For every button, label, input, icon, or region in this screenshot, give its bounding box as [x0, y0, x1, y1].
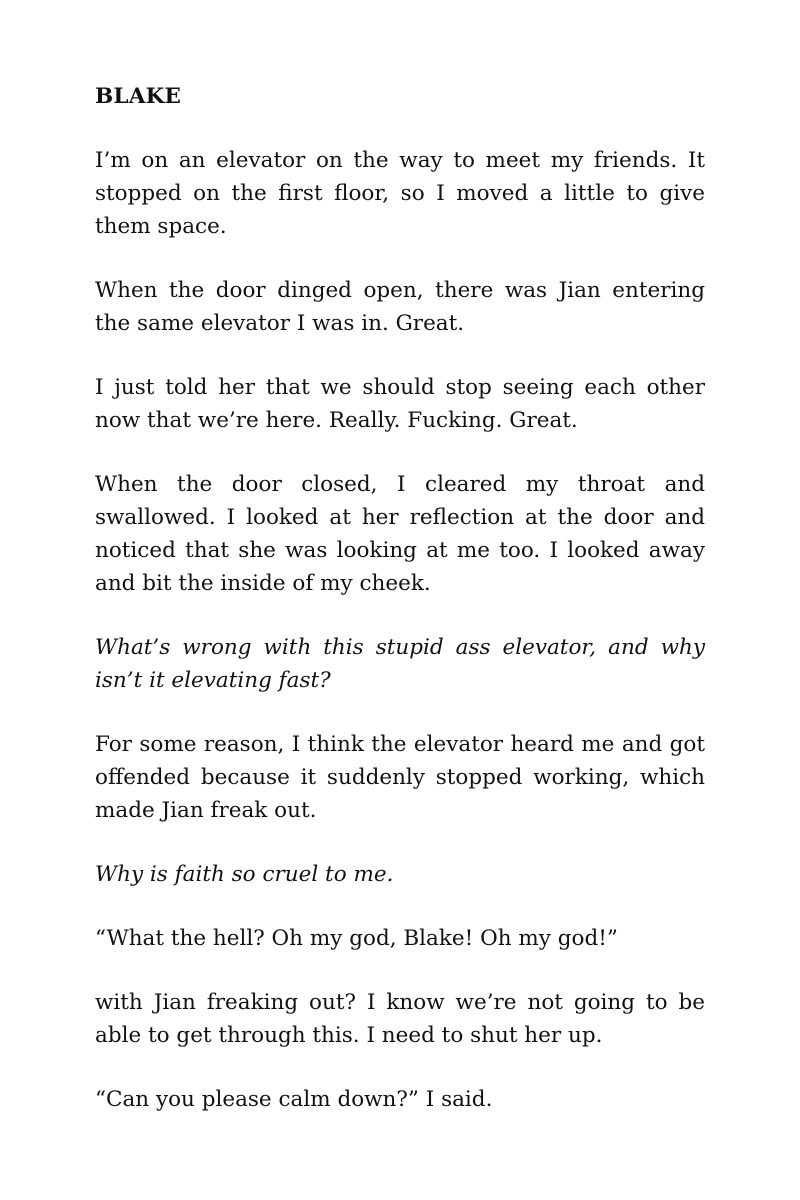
paragraph-1: I’m on an elevator on the way to meet my friends. It stopped on the first floor, so I moved a little to give them space.	[95, 148, 705, 239]
paragraph-4: When the door closed, I cleared my throat and swallowed. I looked at her reflection at the door and noticed that she was looking at me too. I looked away and bit the inside of my cheek.	[95, 472, 705, 596]
paragraph-5-inner-thought: What’s wrong with this stupid ass elevator, and why isn’t it elevating fast?	[95, 635, 705, 693]
paragraph-9: with Jian freaking out? I know we’re not going to be able to get through this. I need to shut her up.	[95, 990, 705, 1048]
chapter-heading: BLAKE	[95, 84, 182, 109]
paragraph-3: I just told her that we should stop seeing each other now that we’re here. Really. Fucking. Great.	[95, 375, 705, 433]
paragraph-2: When the door dinged open, there was Jian entering the same elevator I was in. Great.	[95, 278, 705, 336]
paragraph-7-inner-thought: Why is faith so cruel to me.	[95, 862, 394, 887]
paragraph-6: For some reason, I think the elevator heard me and got offended because it suddenly stopped working, which made Jian freak out.	[95, 732, 705, 823]
paragraph-10-dialogue: “Can you please calm down?” I said.	[95, 1087, 493, 1112]
book-page	[95, 80, 705, 1116]
paragraph-8-dialogue: “What the hell? Oh my god, Blake! Oh my god!”	[95, 926, 618, 951]
